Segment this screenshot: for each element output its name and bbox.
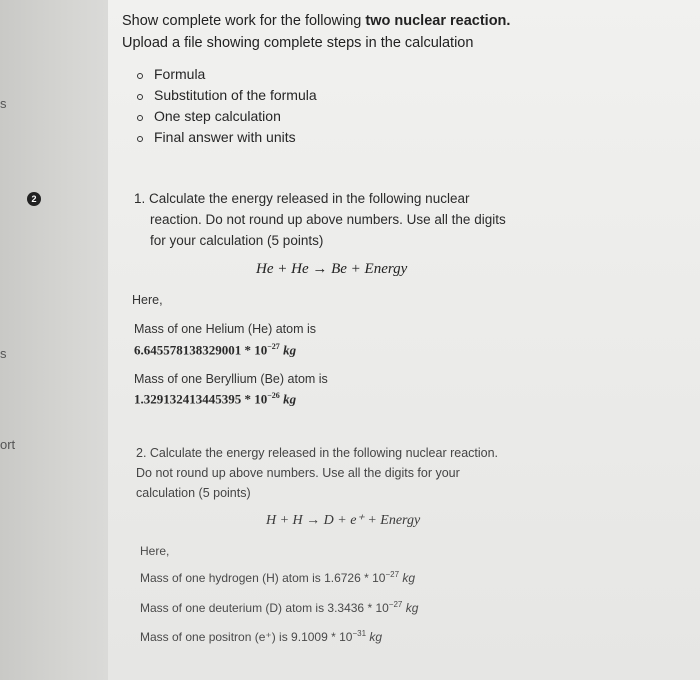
q2-here: Here,	[140, 544, 170, 558]
q2-positron-mass	[140, 629, 382, 644]
q1-line-1: 1. Calculate the energy released in the following nuclear	[134, 191, 470, 206]
left-sidebar-strip	[0, 0, 108, 680]
q2-hydrogen-mass	[140, 570, 415, 585]
q2-positron-unit: kg	[369, 630, 383, 644]
q1-beryllium-number: 1.329132413445395 * 10	[134, 391, 268, 407]
bullet-one-step: One step calculation	[154, 108, 281, 124]
q2-line-1: 2. Calculate the energy released in the following nuclear reaction.	[136, 446, 499, 460]
bullet-final-answer: Final answer with units	[154, 129, 296, 145]
q2-hydrogen-unit: kg	[402, 571, 416, 585]
q2-hydrogen-exponent: −27	[385, 570, 400, 579]
q1-line-3: for your calculation (5 points)	[150, 233, 324, 248]
bullet-formula: Formula	[154, 66, 206, 82]
q1-beryllium-exponent: −26	[267, 391, 280, 400]
q2-equation: H + H → D + e⁺ + Energy	[266, 513, 421, 528]
q1-beryllium-label: Mass of one Beryllium (Be) atom is	[134, 372, 328, 386]
edge-letter-s-top: s	[0, 96, 7, 111]
q1-helium-number: 6.645578138329001 * 10	[134, 342, 268, 358]
q1-helium-unit: kg	[283, 342, 297, 358]
q2-positron-exponent: −31	[352, 629, 367, 638]
q1-beryllium-value	[134, 391, 296, 407]
q2-deuterium-unit: kg	[405, 601, 419, 615]
q2-deuterium-label: Mass of one deuterium (D) atom is 3.3436 * 10	[140, 601, 389, 615]
q1-here: Here,	[132, 293, 163, 307]
q2-line-2: Do not round up above numbers. Use all the digits for your	[136, 466, 460, 480]
intro-bold-text: two nuclear reaction.	[365, 13, 511, 29]
edge-label-ort: ort	[0, 437, 16, 452]
question-page	[108, 0, 700, 680]
q1-helium-value	[134, 342, 296, 358]
q2-positron-label: Mass of one positron (e⁺) is 9.1009 * 10	[140, 630, 353, 644]
q1-equation: He + He → Be + Energy	[256, 261, 408, 277]
intro-text: Show complete work for the following	[122, 13, 366, 29]
q1-helium-exponent: −27	[267, 342, 280, 351]
q2-line-3: calculation (5 points)	[136, 486, 251, 500]
edge-letter-s-mid: s	[0, 346, 7, 361]
q2-deuterium-mass	[140, 600, 418, 615]
intro-line-1	[122, 13, 510, 29]
q1-line-2: reaction. Do not round up above numbers. Use all the digits	[150, 212, 506, 227]
question-number-badge[interactable]: 2	[27, 192, 41, 206]
q1-beryllium-unit: kg	[283, 391, 297, 407]
q1-helium-label: Mass of one Helium (He) atom is	[134, 322, 317, 336]
q2-hydrogen-label: Mass of one hydrogen (H) atom is 1.6726 * 10	[140, 571, 386, 585]
q2-deuterium-exponent: −27	[388, 600, 403, 609]
intro-line-2: Upload a file showing complete steps in the calculation	[122, 35, 474, 51]
bullet-substitution: Substitution of the formula	[154, 87, 317, 103]
